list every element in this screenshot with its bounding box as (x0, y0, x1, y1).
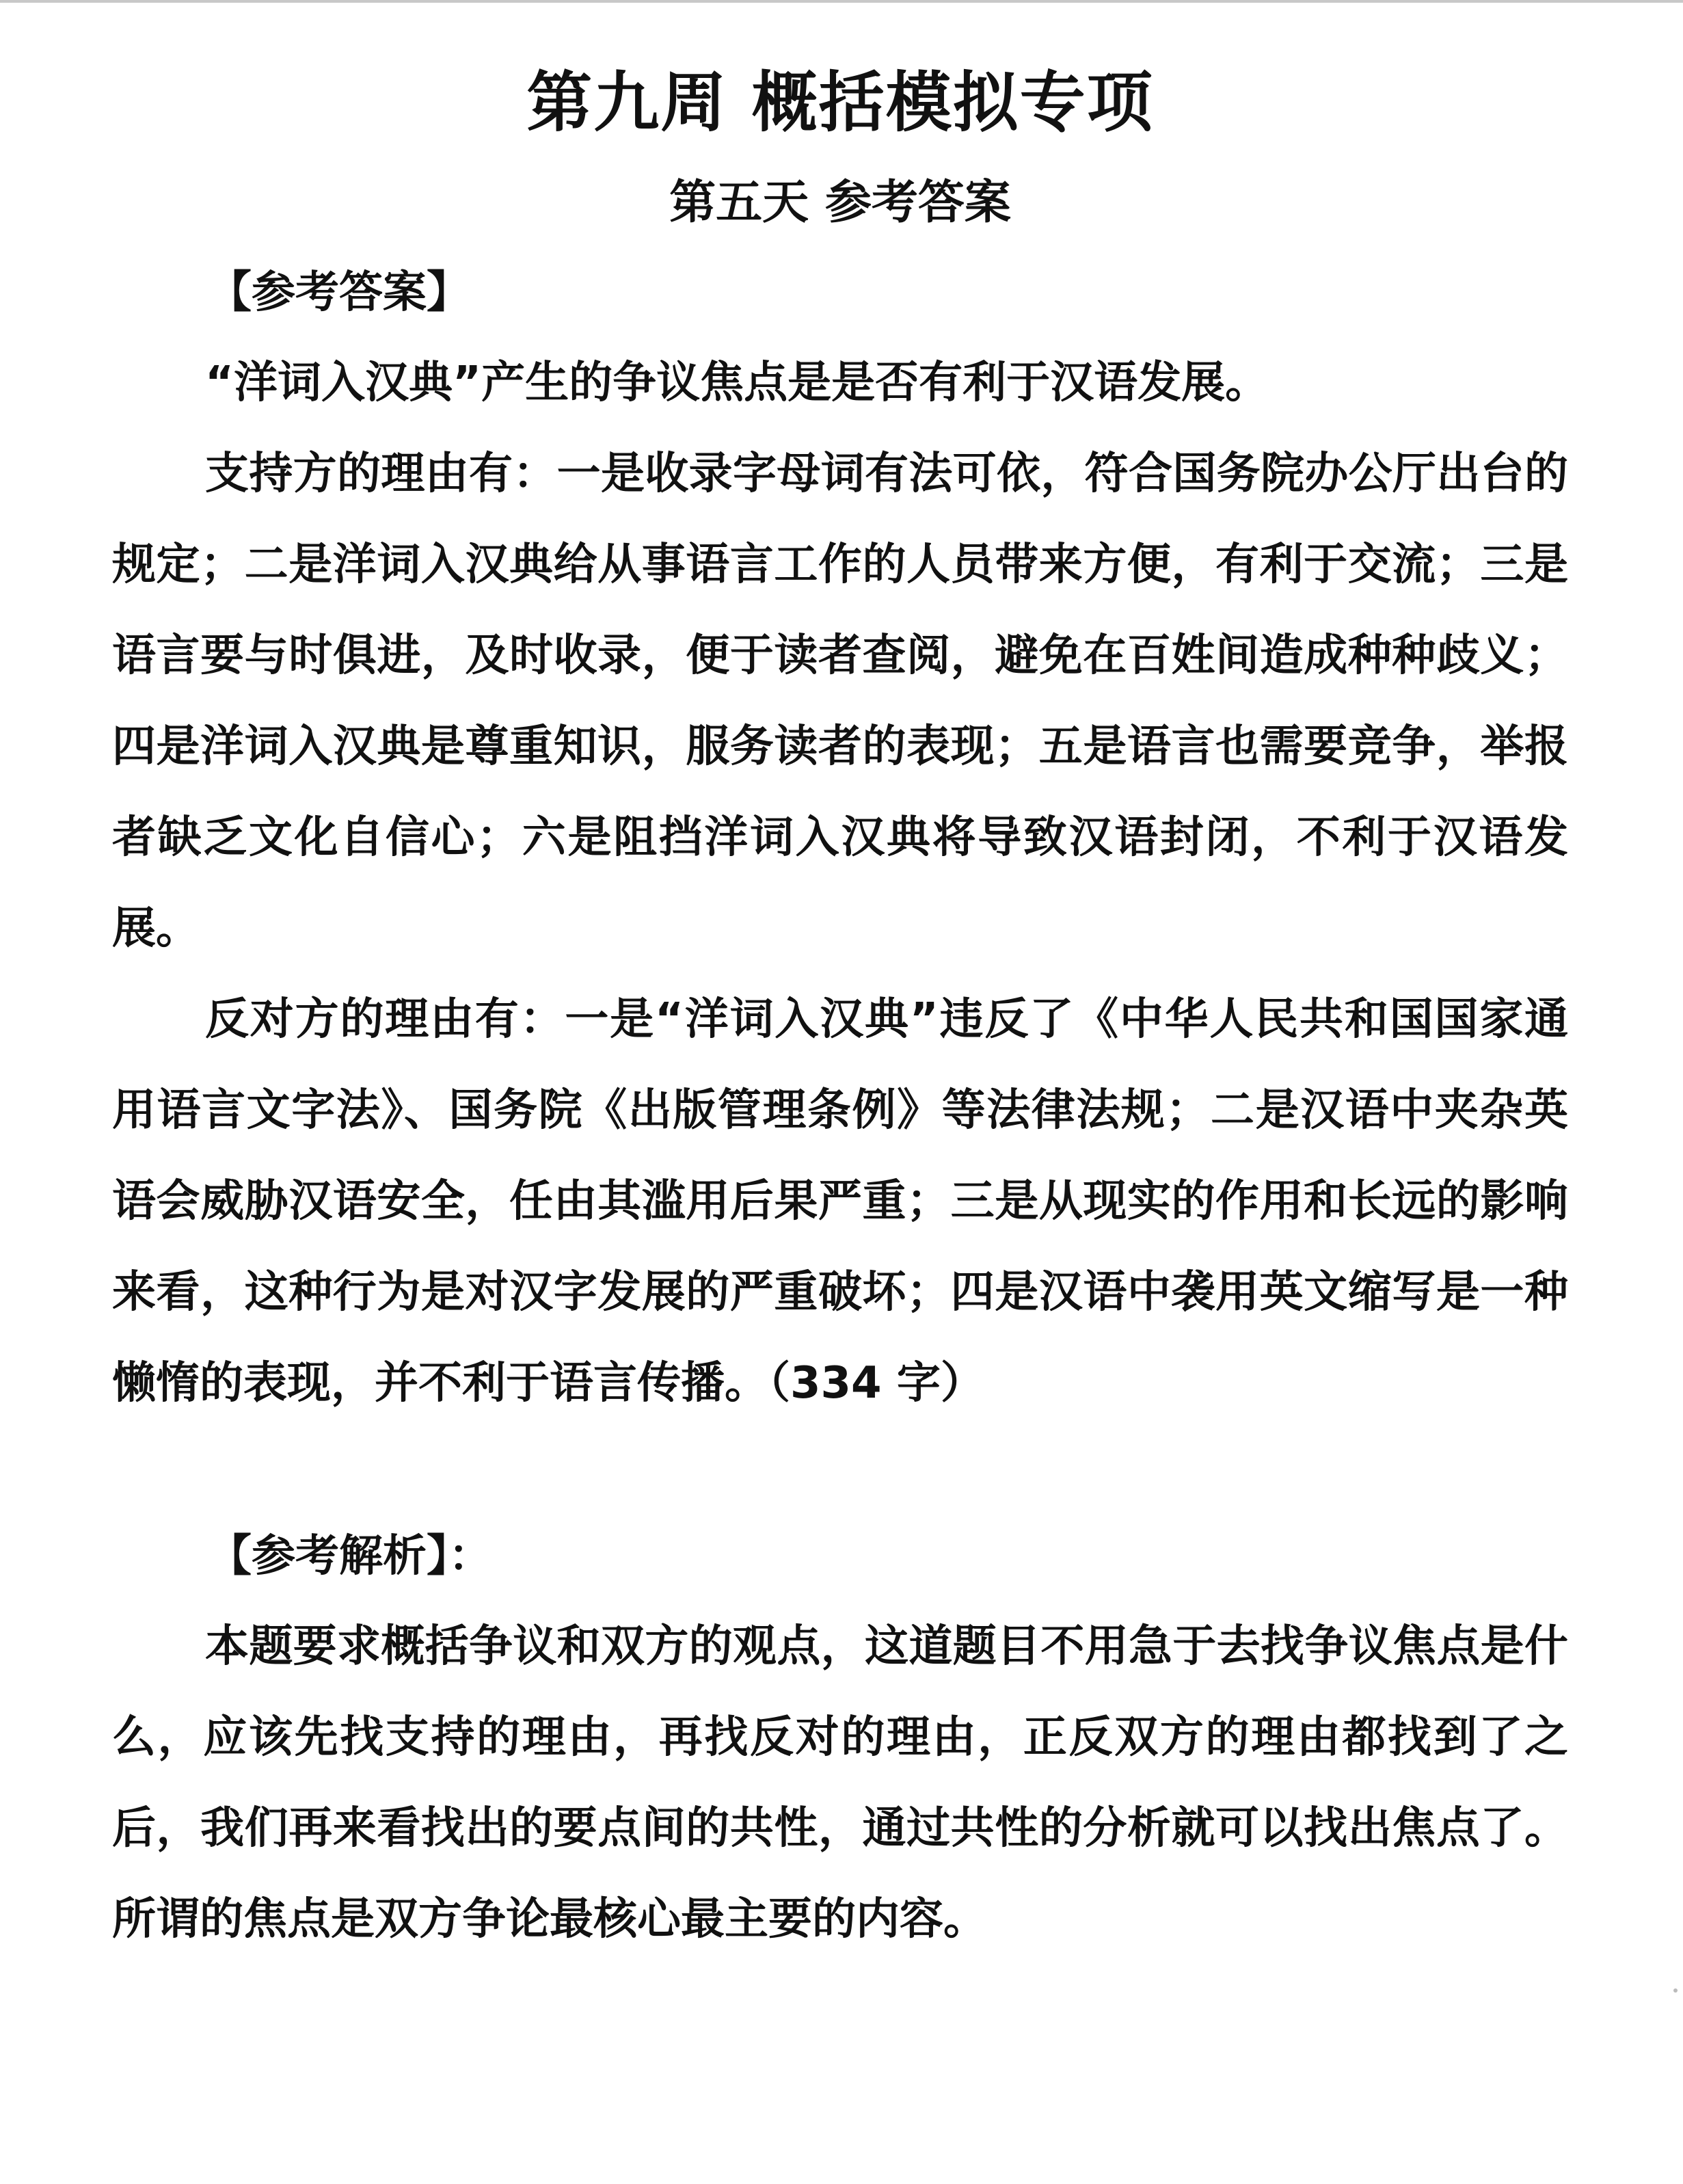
analysis-section-label: 【参考解析】： (208, 1531, 492, 1582)
answer-support-paragraph: 支持方的理由有：一是收录字母词有法可依，符合国务院办公厅出台的规定；二是洋词入汉典给从事语言工作的人员带来方便，有利于交流；三是语言要与时俱进，及时收录，便于读者查阅，避免在百姓间造成种种歧义；四是洋词入汉典是尊重知识，服务读者的表现；五是语言也需要竞争，举报者缺乏文化自信心；六是阻挡洋词入汉典将导致汉语封闭，不利于汉语发展。 (112, 449, 1568, 954)
answer-oppose-paragraph: 反对方的理由有：一是“洋词入汉典”违反了《中华人民共和国国家通用语言文字法》、国务院《出版管理条例》等法律法规；二是汉语中夹杂英语会威胁汉语安全，任由其滥用后果严重；三是从现实的作用和长远的影响来看，这种行为是对汉字发展的严重破坏；四是汉语中袭用英文缩写是一种懒惰的表现，并不利于语言传播。（334 字） (112, 994, 1568, 1409)
top-border-line (0, 0, 1683, 3)
analysis-paragraph: 本题要求概括争议和双方的观点，这道题目不用急于去找争议焦点是什么，应该先找支持的理由，再找反对的理由，正反双方的理由都找到了之后，我们再来看找出的要点间的共性，通过共性的分析就可以找出焦点了。所谓的焦点是双方争论最核心最主要的内容。 (112, 1621, 1568, 1945)
answer-focus-paragraph: “洋词入汉典”产生的争议焦点是是否有利于汉语发展。 (205, 358, 1269, 408)
section-spacer (112, 1429, 1568, 1511)
answer-section-label: 【参考答案】 (208, 267, 470, 318)
document-title: 第九周 概括模拟专项 (526, 64, 1154, 141)
page-edge-mark (1673, 1988, 1678, 1993)
document-subtitle: 第五天 参考答案 (669, 176, 1011, 230)
document-page (112, 55, 1568, 1965)
